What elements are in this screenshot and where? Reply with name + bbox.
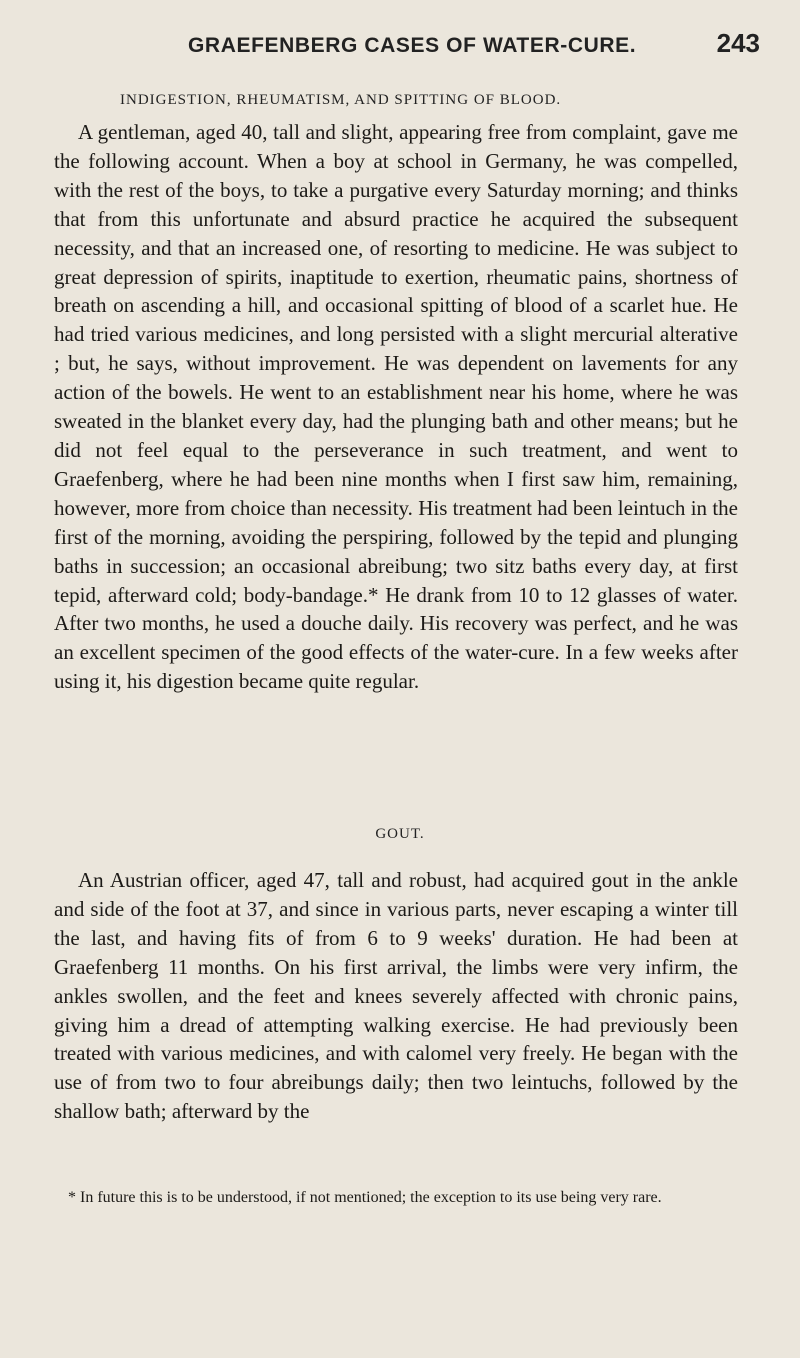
footnote: * In future this is to be understood, if not mentioned; the exception to its use being very rare. [68, 1189, 662, 1206]
paragraph-indigestion-case: A gentleman, aged 40, tall and slight, appearing free from complaint, gave me the following account. When a boy at school in Germany, he was compelled, with the rest of the boys, to take a purgative every Saturday morning; and thinks that from this unfortunate and absurd practice he acquired the subsequent necessity, and that an increased one, of resorting to medicine. He was subject to great depression of spirits, inaptitude to exertion, rheumatic pains, shortness of breath on ascending a hill, and occasional spitting of blood of a scarlet hue. He had tried various medicines, and long persisted with a slight mercurial alterative ; but, he says, without improvement. He was dependent on lavements for any action of the bowels. He went to an establishment near his home, where he was sweated in the blanket every day, had the plunging bath and other means; but he did not feel equal to the perseverance in such treatment, and went to Graefenberg, where he had been nine months when I first saw him, remaining, however, more from choice than necessity. His treatment had been leintuch in the first of the morning, avoiding the perspiring, followed by the tepid and plunging baths in succession; an occasional abreibung; two sitz baths every day, at first tepid, afterward cold; body-bandage.* He drank from 10 to 12 glasses of water. After two months, he used a douche daily. His recovery was perfect, and he was an excellent specimen of the good effects of the water-cure. In a few weeks after using it, his digestion became quite regular. [54, 120, 738, 694]
running-head [188, 28, 760, 59]
page-number: 243 [716, 28, 760, 58]
paragraph-gout-case: An Austrian officer, aged 47, tall and robust, had acquired gout in the ankle and side of the foot at 37, and since in various parts, never escaping a winter till the last, and having fits of from 6 to 9 weeks' duration. He had been at Graefenberg 11 months. On his first arrival, the limbs were very infirm, the ankles swollen, and the feet and knees severely affected with chronic pains, giving him a dread of attempting walking exercise. He had previously been treated with various medicines, and with calomel very freely. He began with the use of from two to four abreibungs daily; then two leintuchs, followed by the shallow bath; afterward by the [54, 868, 738, 1124]
section-heading-indigestion: INDIGESTION, RHEUMATISM, AND SPITTING OF BLOOD. [120, 92, 562, 108]
section-heading-gout: GOUT. [375, 826, 425, 842]
running-title: GRAEFENBERG CASES OF WATER-CURE. [188, 34, 637, 57]
